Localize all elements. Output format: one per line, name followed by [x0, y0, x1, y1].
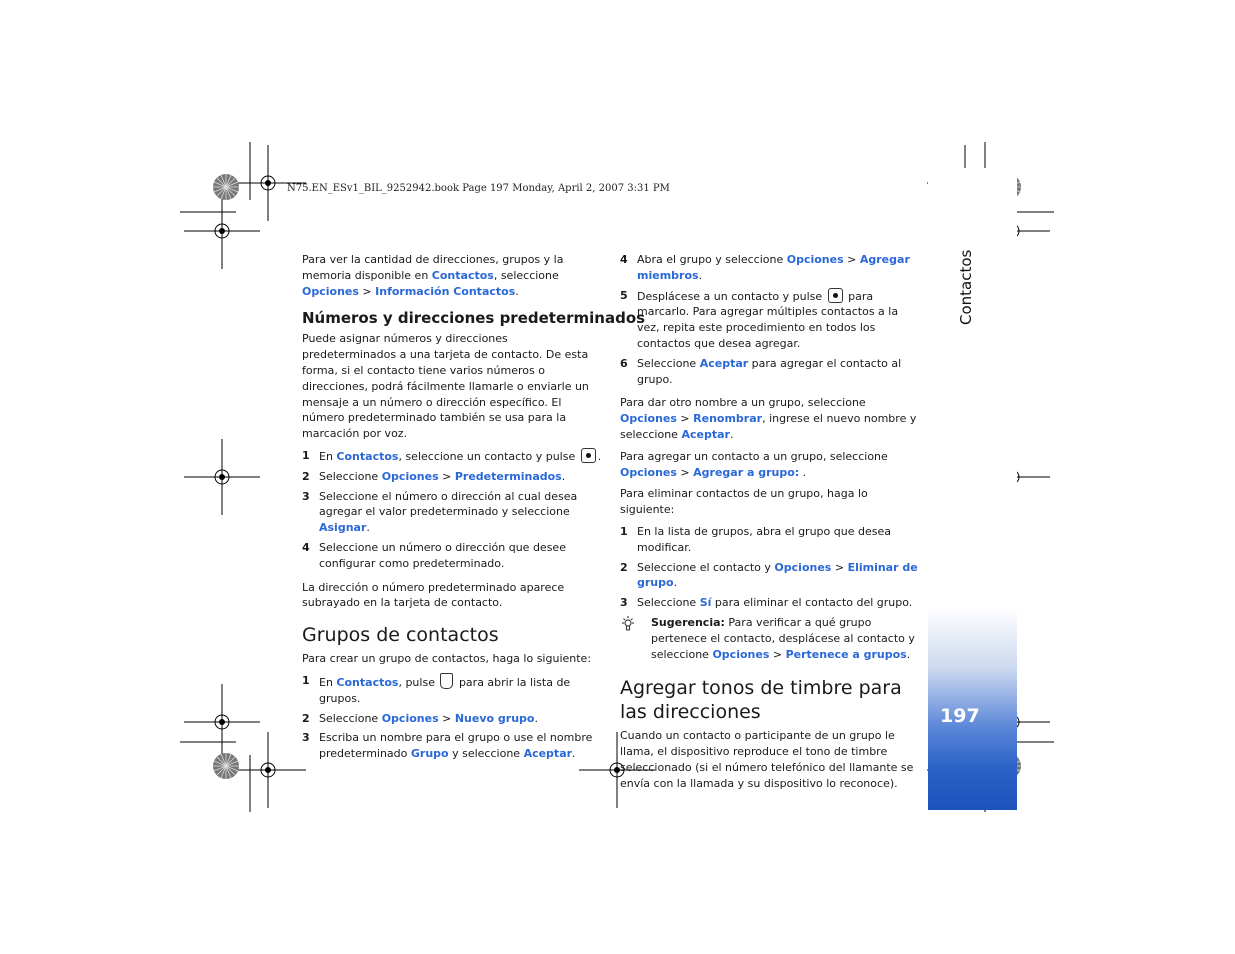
list-item: 2 Seleccione el contacto y Opciones > Eliminar de grupo.	[620, 560, 918, 590]
list-item: 2 Seleccione Opciones > Predeterminados.	[302, 469, 566, 483]
list-item: 4 Seleccione un número o dirección que desee configurar como predeterminado.	[302, 540, 566, 570]
intro-paragraph: Para ver la cantidad de direcciones, grupos y la memoria disponible en Contactos, seleccione Opciones > Información Contactos.	[302, 253, 564, 298]
list-item: 4 Abra el grupo y seleccione Opciones > Agregar miembros.	[620, 253, 910, 282]
chapter-tab-label: Contactos	[957, 249, 975, 325]
section-heading-contact-groups: Grupos de contactos	[302, 624, 499, 647]
page-number: 197	[940, 705, 980, 727]
left-column	[302, 252, 646, 766]
right-column	[620, 252, 924, 798]
list-item: 2 Seleccione Opciones > Nuevo grupo.	[302, 711, 538, 725]
lightbulb-tip-icon	[620, 615, 651, 662]
ringing-tones-paragraph: Cuando un contacto o participante de un grupo le llama, el dispositivo reproduce el tono de timbre seleccionado (si el número telefónico del llamante se envía con la llamada y su dispositivo lo reconoce).	[620, 729, 914, 790]
section-heading-ringing-tones: Agregar tonos de timbre para las direcciones	[620, 677, 902, 724]
list-item: 1 En la lista de grupos, abra el grupo que desea modificar.	[620, 524, 891, 554]
joystick-center-key-icon	[828, 288, 843, 303]
list-item: 1 En Contactos, seleccione un contacto y pulse .	[302, 448, 602, 463]
contact-groups-intro: Para crear un grupo de contactos, haga lo siguiente:	[302, 652, 592, 666]
rename-group-paragraph: Para dar otro nombre a un grupo, seleccione Opciones > Renombrar, ingrese el nuevo nombre y seleccione Aceptar.	[620, 396, 917, 441]
list-item: 3 Seleccione el número o dirección al cual desea agregar el valor predeterminado y seleccione Asignar.	[302, 489, 578, 535]
list-item: 3 Escriba un nombre para el grupo o use el nombre predeterminado Grupo y seleccione Aceptar.	[302, 731, 593, 761]
tip-label: Sugerencia:	[651, 615, 725, 629]
contacts-key-icon	[440, 673, 453, 689]
book-header-line: N75.EN_ESv1_BIL_9252942.book Page 197 Monday, April 2, 2007 3:31 PM	[287, 183, 670, 194]
tip-box: Sugerencia: Para verificar a qué grupo pertenece el contacto, desplácese al contacto y seleccione Opciones > Pertenece a grupos.	[620, 615, 924, 662]
default-numbers-closing: La dirección o número predeterminado aparece subrayado en la tarjeta de contacto.	[302, 580, 565, 610]
list-item: 3 Seleccione Sí para eliminar el contacto del grupo.	[620, 596, 913, 610]
list-item: 1 En Contactos, pulse para abrir la lista de grupos.	[302, 673, 571, 705]
add-to-group-paragraph: Para agregar un contacto a un grupo, seleccione Opciones > Agregar a grupo: .	[620, 449, 888, 479]
remove-from-group-intro: Para eliminar contactos de un grupo, haga lo siguiente:	[620, 487, 868, 517]
list-item: 5 Desplácese a un contacto y pulse para marcarlo. Para agregar múltiples contactos a la vez, repita este procedimiento en todos los contactos que desea agregar.	[620, 288, 899, 350]
joystick-center-key-icon	[581, 448, 596, 463]
section-heading-default-numbers: Números y direcciones predeterminados	[302, 309, 646, 328]
list-item: 6 Seleccione Aceptar para agregar el contacto al grupo.	[620, 356, 902, 386]
default-numbers-paragraph: Puede asignar números y direcciones predeterminados a una tarjeta de contacto. De esta forma, si el contacto tiene varios números o direcciones, podrá fácilmente llamarle o enviarle un mensaje a un número o dirección específico. El número predeterminado también se usa para la marcación por voz.	[302, 332, 589, 441]
